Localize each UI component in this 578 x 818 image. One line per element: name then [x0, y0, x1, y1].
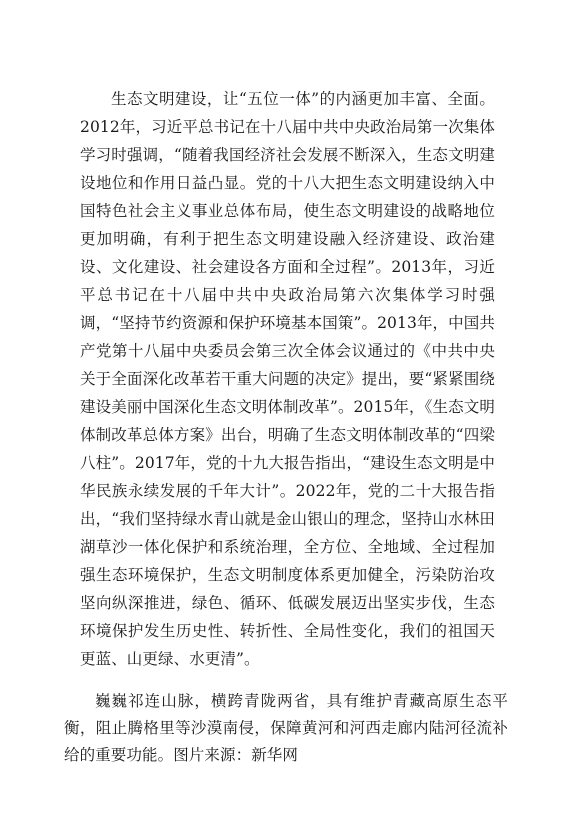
- image-caption: 巍巍祁连山脉，横跨青陇两省，具有维护青藏高原生态平衡，阻止腾格里等沙漠南侵，保障黄河和河西走廊内陆河径流补给的重要功能。图片来源：新华网: [64, 692, 508, 764]
- body-paragraph: 生态文明建设，让“五位一体”的内涵更加丰富、全面。2012年，习近平总书记在十八届中共中央政治局第一次集体学习时强调，“随着我国经济社会发展不断深入，生态文明建设地位和作用日益凸显。党的十八大把生态文明建设纳入中国特色社会主义事业总体布局，使生态文明建设的战略地位更加明确，有利于把生态文明建设融入经济建设、政治建设、文化建设、社会建设各方面和全过程”。2013年，习近平总书记在十八届中共中央政治局第六次集体学习时强调，“坚持节约资源和保护环境基本国策”。2013年，中国共产党第十八届中央委员会第三次全体会议通过的《中共中央关于全面深化改革若干重大问题的决定》提出，要“紧紧围绕建设美丽中国深化生态文明体制改革”。2015年，《生态文明体制改革总体方案》出台，明确了生态文明体制改革的“四梁八柱”。2017年，党的十九大报告指出，“建设生态文明是中华民族永续发展的千年大计”。2022年，党的二十大报告指出，“我们坚持绿水青山就是金山银山的理念，坚持山水林田湖草沙一体化保护和系统治理，全方位、全地域、全过程加强生态环境保护，生态文明制度体系更加健全，污染防治攻坚向纵深推进，绿色、循环、低碳发展迈出坚实步伐，生态环境保护发生历史性、转折性、全局性变化，我们的祖国天更蓝、山更绿、水更清”。: [80, 90, 495, 668]
